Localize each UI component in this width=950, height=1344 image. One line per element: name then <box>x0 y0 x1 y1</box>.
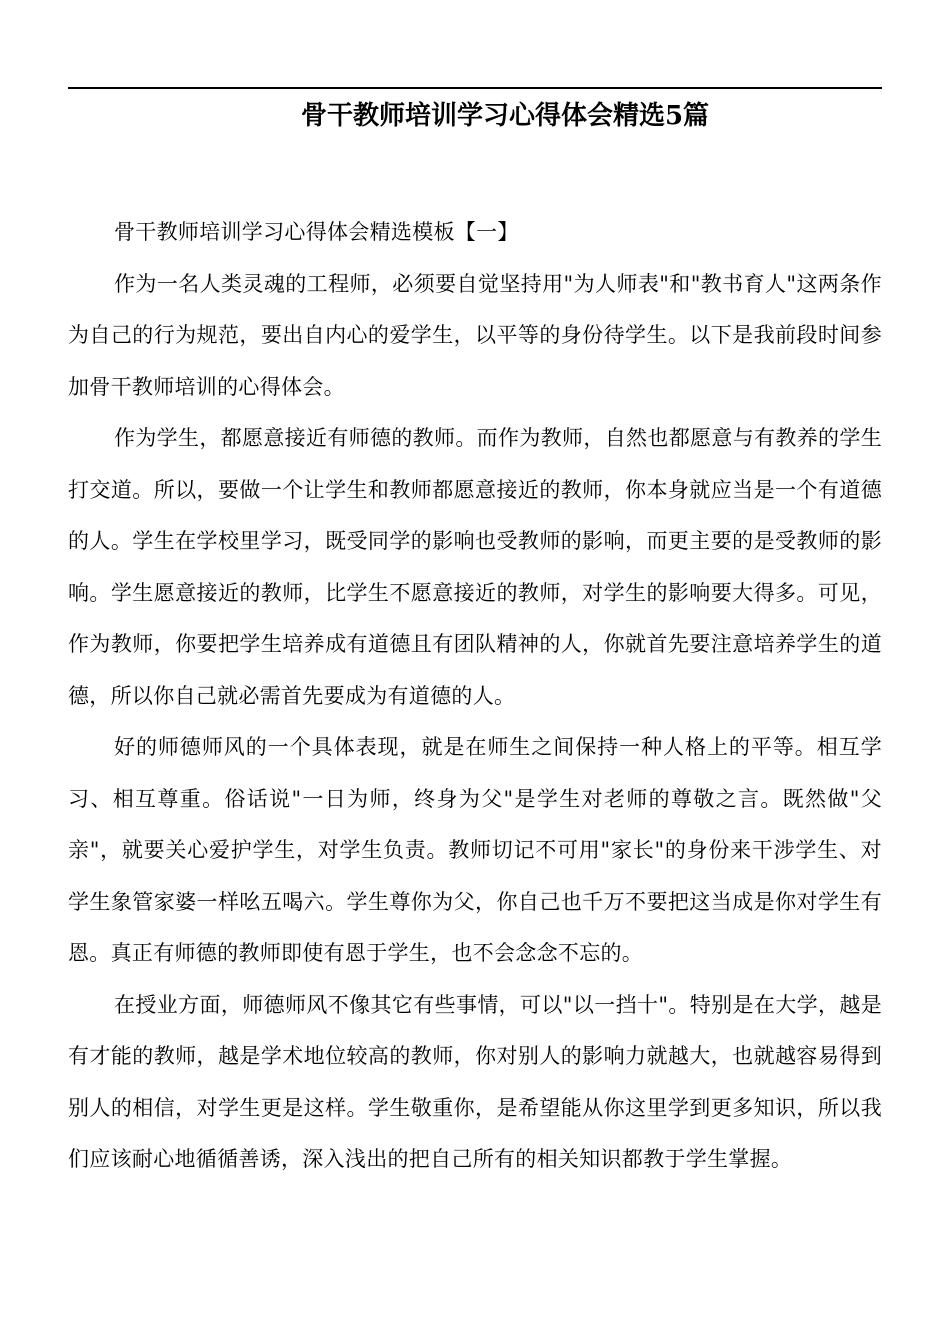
header-rule <box>68 87 882 89</box>
paragraph: 好的师德师风的一个具体表现，就是在师生之间保持一种人格上的平等。相互学习、相互尊重。俗话说"一日为师，终身为父"是学生对老师的尊敬之言。既然做"父亲"，就要关心爱护学生，对学生负责。教师切记不可用"家长"的身份来干涉学生、对学生象管家婆一样吆五喝六。学生尊你为父，你自己也千万不要把这当成是你对学生有恩。真正有师德的教师即使有恩于学生，也不会念念不忘的。 <box>68 735 882 965</box>
document-body <box>68 207 882 1186</box>
paragraph: 作为一名人类灵魂的工程师，必须要自觉坚持用"为人师表"和"教书育人"这两条作为自己的行为规范，要出自内心的爱学生，以平等的身份待学生。以下是我前段时间参加骨干教师培训的心得体会。 <box>68 271 882 399</box>
paragraph: 作为学生，都愿意接近有师德的教师。而作为教师，自然也都愿意与有教养的学生打交道。所以，要做一个让学生和教师都愿意接近的教师，你本身就应当是一个有道德的人。学生在学校里学习，既受同学的影响也受教师的影响，而更主要的是受教师的影响。学生愿意接近的教师，比学生不愿意接近的教师，对学生的影响要大得多。可见，作为教师，你要把学生培养成有道德且有团队精神的人，你就首先要注意培养学生的道德，所以你自己就必需首先要成为有道德的人。 <box>68 426 882 708</box>
document-title: 骨干教师培训学习心得体会精选5篇 <box>300 101 710 131</box>
section-heading: 骨干教师培训学习心得体会精选模板【一】 <box>114 220 519 244</box>
paragraph: 在授业方面，师德师风不像其它有些事情，可以"以一挡十"。特别是在大学，越是有才能的教师，越是学术地位较高的教师，你对别人的影响力就越大，也就越容易得到别人的相信，对学生更是这样。学生敬重你，是希望能从你这里学到更多知识，所以我们应该耐心地循循善诱，深入浅出的把自己所有的相关知识都教于学生掌握。 <box>68 992 882 1171</box>
